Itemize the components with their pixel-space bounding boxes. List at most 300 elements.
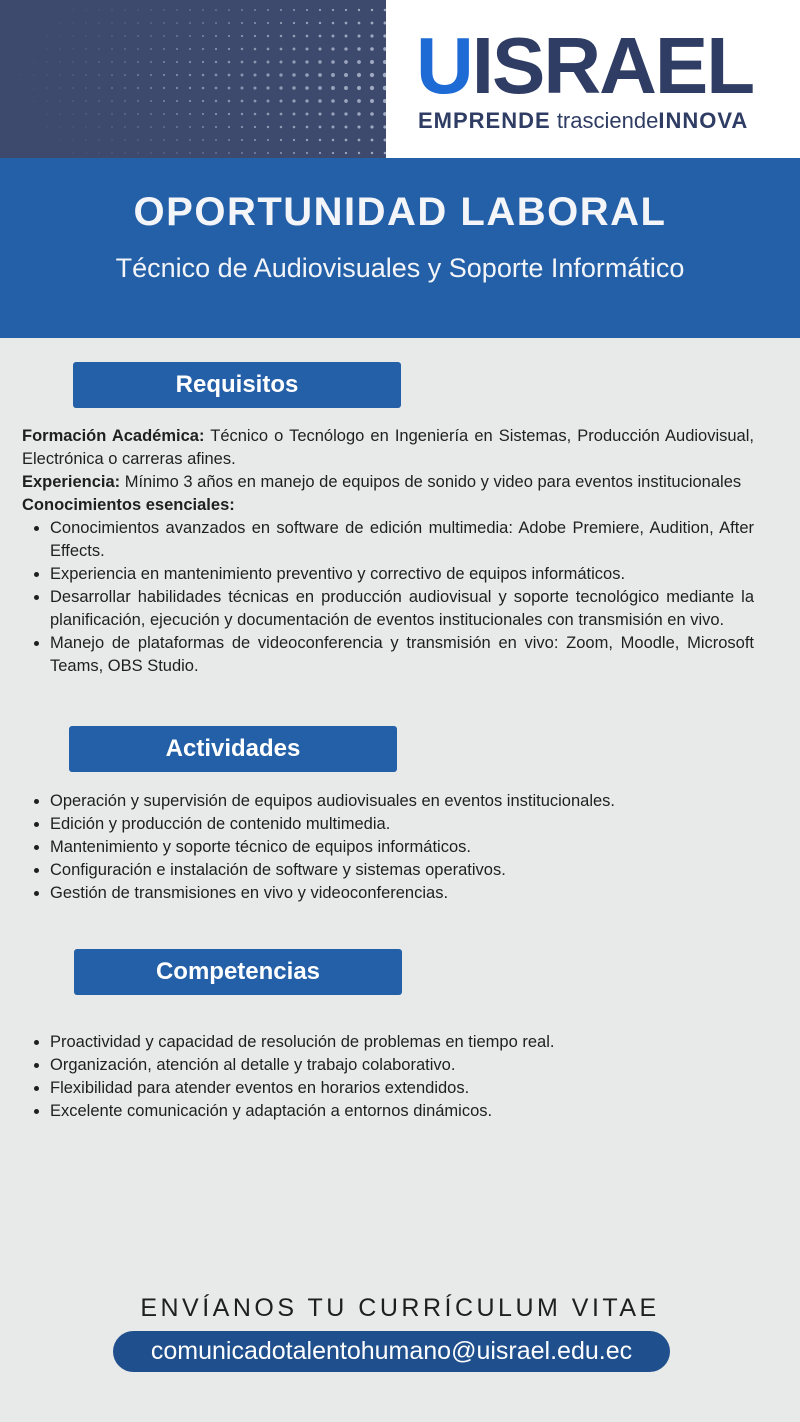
halftone-dot <box>72 100 73 101</box>
halftone-dot <box>371 9 373 11</box>
halftone-dot <box>306 126 309 129</box>
halftone-dot <box>150 113 152 115</box>
halftone-dot <box>124 74 126 76</box>
halftone-dot <box>59 74 60 75</box>
experiencia-paragraph <box>22 471 754 494</box>
halftone-dot <box>280 9 282 11</box>
halftone-dot <box>215 35 217 37</box>
halftone-dot <box>111 139 112 140</box>
halftone-dot <box>344 47 347 50</box>
halftone-dot <box>59 61 60 62</box>
halftone-dot <box>189 61 191 63</box>
halftone-dot <box>176 48 178 50</box>
halftone-dot <box>176 126 178 128</box>
halftone-dot <box>215 152 217 154</box>
halftone-dot <box>189 139 191 141</box>
halftone-dot <box>228 74 231 77</box>
actividades-list <box>22 790 754 905</box>
halftone-dot <box>72 87 73 88</box>
list-item: • Proactividad y capacidad de resolución de problemas en tiempo real. <box>50 1031 754 1054</box>
halftone-dot <box>241 87 244 90</box>
halftone-dot <box>98 87 100 89</box>
halftone-dot <box>267 35 269 37</box>
halftone-dot <box>318 73 322 77</box>
halftone-dot <box>344 99 348 103</box>
halftone-dot <box>228 48 230 50</box>
halftone-dot <box>254 9 256 11</box>
halftone-dot <box>318 112 321 115</box>
halftone-dot <box>292 86 295 89</box>
halftone-dot <box>306 22 308 24</box>
halftone-dot <box>85 48 86 49</box>
halftone-dot <box>85 74 86 75</box>
halftone-dot <box>253 86 256 89</box>
halftone-dot <box>124 126 125 127</box>
halftone-dot <box>47 36 48 37</box>
halftone-dot <box>112 10 113 11</box>
halftone-dot <box>21 88 22 89</box>
halftone-dot <box>176 113 178 115</box>
uisrael-logo <box>416 21 754 110</box>
halftone-dot <box>176 87 178 89</box>
halftone-dot <box>253 73 256 76</box>
halftone-dot <box>73 23 74 24</box>
halftone-dot <box>137 152 138 153</box>
halftone-dot <box>280 139 282 141</box>
halftone-dot <box>202 100 204 102</box>
halftone-dot <box>176 139 178 141</box>
halftone-dot <box>357 112 360 115</box>
halftone-dot <box>344 86 348 90</box>
list-item: • Experiencia en mantenimiento preventivo y correctivo de equipos informáticos. <box>50 563 754 586</box>
halftone-dot <box>215 74 218 77</box>
halftone-dot <box>163 113 165 115</box>
halftone-dot <box>176 100 178 102</box>
halftone-dot <box>370 73 374 77</box>
halftone-dot <box>228 139 230 141</box>
halftone-dot <box>332 22 335 25</box>
halftone-dot <box>150 100 152 102</box>
halftone-dot <box>357 99 361 103</box>
halftone-dot <box>319 9 321 11</box>
halftone-dot <box>98 74 100 76</box>
halftone-dot <box>60 23 61 24</box>
halftone-dot <box>59 87 60 88</box>
halftone-dot <box>241 139 243 141</box>
halftone-dot <box>332 9 334 11</box>
halftone-dot <box>215 61 217 63</box>
halftone-dot <box>202 48 204 50</box>
halftone-dot <box>202 126 204 128</box>
halftone-dot <box>60 140 61 141</box>
halftone-dot <box>215 22 217 24</box>
halftone-dot <box>345 126 348 129</box>
halftone-dot <box>228 126 230 128</box>
halftone-dot <box>73 10 74 11</box>
halftone-dot <box>124 61 126 63</box>
email-link[interactable]: comunicadotalentohumano@uisrael.edu.ec <box>113 1331 670 1372</box>
halftone-dot <box>319 152 321 154</box>
halftone-dot <box>345 35 348 38</box>
halftone-dot <box>293 35 296 38</box>
halftone-dot <box>254 100 257 103</box>
halftone-dot <box>228 113 230 115</box>
halftone-dot <box>370 125 373 128</box>
halftone-dot <box>111 74 113 76</box>
halftone-dot <box>137 87 139 89</box>
halftone-dot <box>99 153 100 154</box>
halftone-dot <box>150 74 152 76</box>
halftone-dot <box>202 35 204 37</box>
halftone-dot <box>47 49 48 50</box>
halftone-dot <box>86 23 87 24</box>
halftone-dot <box>292 60 295 63</box>
halftone-dot <box>202 113 204 115</box>
conocimientos-paragraph <box>22 494 754 517</box>
halftone-dot <box>150 9 151 10</box>
halftone-dot <box>137 9 138 10</box>
halftone-dot <box>228 9 230 11</box>
halftone-dot <box>267 61 270 64</box>
halftone-dot <box>241 22 243 24</box>
halftone-dot <box>306 9 308 11</box>
halftone-dot <box>267 22 269 24</box>
halftone-dot <box>163 35 165 37</box>
halftone-dot <box>241 61 244 64</box>
halftone-dot <box>228 61 231 64</box>
halftone-dot <box>215 100 217 102</box>
halftone-dot <box>280 152 282 154</box>
halftone-dot <box>344 73 348 77</box>
halftone-dot <box>47 101 48 102</box>
halftone-dot <box>279 60 282 63</box>
halftone-dot <box>319 35 322 38</box>
halftone-dot <box>150 152 151 153</box>
halftone-dot <box>111 126 112 127</box>
tagline-trasciende: trasciende <box>556 108 659 133</box>
halftone-dot <box>98 113 99 114</box>
halftone-dot <box>111 48 112 49</box>
halftone-dot <box>305 99 308 102</box>
halftone-dot <box>279 99 282 102</box>
halftone-dot <box>189 152 190 153</box>
halftone-dot <box>176 22 178 24</box>
halftone-dot <box>86 10 87 11</box>
halftone-dot <box>124 139 125 140</box>
halftone-dot <box>47 114 48 115</box>
halftone-dot <box>60 114 61 115</box>
halftone-dot <box>215 113 217 115</box>
halftone-dot <box>254 48 257 51</box>
halftone-dot <box>163 9 164 10</box>
halftone-dot <box>267 152 269 154</box>
halftone-dot <box>163 139 164 140</box>
halftone-dot <box>189 126 191 128</box>
tagline-emprende: EMPRENDE <box>418 108 551 133</box>
halftone-dot <box>345 22 348 25</box>
halftone-dot <box>293 126 296 129</box>
halftone-dot <box>306 152 308 154</box>
halftone-dot <box>150 22 151 23</box>
halftone-dot <box>319 22 321 24</box>
halftone-dot <box>137 22 138 23</box>
halftone-dot <box>293 48 296 51</box>
halftone-dot <box>241 100 244 103</box>
halftone-dot <box>34 88 35 89</box>
halftone-dot <box>137 74 139 76</box>
halftone-dot <box>357 60 361 64</box>
halftone-dot <box>358 9 360 11</box>
competencias-section <box>22 1031 754 1123</box>
halftone-dot <box>241 126 243 128</box>
requisitos-heading: Requisitos <box>73 362 401 408</box>
halftone-dot <box>215 87 218 90</box>
halftone-dot <box>357 73 361 77</box>
halftone-dot <box>331 47 334 50</box>
halftone-dot <box>85 61 86 62</box>
formacion-text: Técnico o Tecnólogo en Ingeniería en Sistemas, Producción Audiovisual, Electrónica o carreras afines. <box>22 427 754 468</box>
logo-letter-u: U <box>416 21 472 110</box>
halftone-dot <box>34 101 35 102</box>
halftone-dot <box>357 125 360 128</box>
halftone-dot <box>202 9 203 10</box>
halftone-dot <box>137 126 138 127</box>
halftone-dot <box>202 87 205 90</box>
halftone-dot <box>111 87 113 89</box>
experiencia-label: Experiencia: <box>22 473 121 491</box>
logo-panel <box>386 0 800 158</box>
halftone-dot <box>73 153 74 154</box>
halftone-dot <box>72 74 73 75</box>
halftone-dot <box>371 139 374 142</box>
halftone-dot <box>318 86 322 90</box>
list-item: • Conocimientos avanzados en software de edición multimedia: Adobe Premiere, Audition, After Effects. <box>50 517 754 563</box>
halftone-dot <box>332 152 334 154</box>
halftone-dot <box>254 35 256 37</box>
halftone-dot <box>99 23 100 24</box>
logo-letters-rest: ISRAEL <box>471 21 754 110</box>
competencias-list <box>22 1031 754 1123</box>
halftone-dot <box>241 74 244 77</box>
halftone-dot <box>267 9 269 11</box>
halftone-dot <box>60 49 61 50</box>
halftone-dot <box>357 34 360 37</box>
halftone-dot <box>73 140 74 141</box>
halftone-dot <box>189 100 191 102</box>
list-item: • Organización, atención al detalle y trabajo colaborativo. <box>50 1054 754 1077</box>
halftone-dot <box>163 48 165 50</box>
halftone-dot <box>60 127 61 128</box>
halftone-dot <box>112 153 113 154</box>
halftone-dot <box>358 139 361 142</box>
halftone-dot <box>34 75 35 76</box>
formacion-label: Formación Académica: <box>22 427 205 445</box>
halftone-dot <box>111 35 112 36</box>
halftone-dot <box>163 126 165 128</box>
halftone-dot <box>124 100 126 102</box>
halftone-dot <box>73 36 74 37</box>
halftone-dot <box>85 100 86 101</box>
halftone-dot <box>279 86 282 89</box>
halftone-dot <box>332 139 335 142</box>
halftone-dot <box>189 87 191 89</box>
halftone-dot <box>215 9 217 11</box>
halftone-dot <box>267 113 270 116</box>
experiencia-text: Mínimo 3 años en manejo de equipos de sonido y video para eventos institucionales <box>120 473 742 491</box>
halftone-dot <box>163 100 165 102</box>
logo-tagline <box>418 109 748 133</box>
halftone-dot <box>47 62 48 63</box>
halftone-dot <box>176 9 177 10</box>
halftone-dot <box>163 74 165 76</box>
halftone-dot <box>254 113 257 116</box>
halftone-dot <box>72 61 73 62</box>
halftone-dot <box>279 73 282 76</box>
halftone-dot <box>331 112 334 115</box>
halftone-dot <box>306 139 308 141</box>
halftone-dot <box>163 87 165 89</box>
halftone-dot <box>124 22 125 23</box>
cta-heading: ENVÍANOS TU CURRÍCULUM VITAE <box>140 1294 660 1322</box>
halftone-dot <box>99 10 100 11</box>
halftone-dot <box>292 99 295 102</box>
halftone-dot <box>124 35 125 36</box>
halftone-dot <box>241 35 243 37</box>
halftone-dot <box>318 60 321 63</box>
tagline-innova: INNOVA <box>658 108 749 133</box>
actividades-section <box>22 790 754 905</box>
halftone-dot <box>254 139 256 141</box>
halftone-dot <box>293 9 295 11</box>
halftone-dot <box>305 73 309 77</box>
halftone-dot <box>345 139 348 142</box>
halftone-dot <box>98 100 99 101</box>
list-item: • Gestión de transmisiones en vivo y videoconferencias. <box>50 882 754 905</box>
halftone-dot <box>163 61 165 63</box>
list-item: • Mantenimiento y soporte técnico de equipos informáticos. <box>50 836 754 859</box>
halftone-dot <box>176 35 178 37</box>
halftone-dot <box>371 152 373 154</box>
halftone-dot <box>254 126 256 128</box>
conocimientos-label: Conocimientos esenciales: <box>22 496 235 514</box>
halftone-dot <box>86 153 87 154</box>
halftone-dot <box>370 34 373 37</box>
halftone-dot <box>150 126 152 128</box>
halftone-dot <box>189 74 191 76</box>
halftone-dot <box>189 9 190 10</box>
halftone-dot <box>228 22 230 24</box>
halftone-dot <box>306 35 309 38</box>
halftone-dot <box>98 126 99 127</box>
list-item: • Desarrollar habilidades técnicas en producción audiovisual y soporte tecnológico mediante la planificación, ejecución y documentación de eventos institucionales con transmisión en vivo. <box>50 586 754 632</box>
halftone-dot <box>34 62 35 63</box>
halftone-dot <box>163 22 164 23</box>
halftone-dot <box>305 60 308 63</box>
actividades-heading: Actividades <box>69 726 397 772</box>
halftone-dot <box>85 126 86 127</box>
halftone-dot <box>85 113 86 114</box>
halftone-dot <box>189 22 191 24</box>
halftone-dot <box>371 22 374 25</box>
halftone-dot <box>280 126 283 129</box>
halftone-dot <box>292 73 295 76</box>
halftone-dot <box>202 74 205 77</box>
halftone-dot <box>124 113 125 114</box>
halftone-dot <box>150 35 152 37</box>
halftone-dot <box>137 48 139 50</box>
halftone-dot <box>358 22 361 25</box>
halftone-dot <box>241 113 243 115</box>
halftone-dot <box>60 36 61 37</box>
halftone-dot <box>280 35 283 38</box>
halftone-dot <box>332 126 335 129</box>
list-item: • Manejo de plataformas de videoconferencia y transmisión en vivo: Zoom, Moodle, Microsoft Teams, OBS Studio. <box>50 632 754 678</box>
halftone-dot <box>280 22 282 24</box>
halftone-dot <box>98 35 99 36</box>
halftone-dot <box>163 152 164 153</box>
halftone-dot <box>358 152 360 154</box>
halftone-dot <box>72 113 73 114</box>
halftone-dot <box>331 86 335 90</box>
halftone-dot <box>241 48 243 50</box>
requisitos-section <box>22 425 754 678</box>
halftone-dot <box>293 152 295 154</box>
halftone-dot <box>319 139 321 141</box>
job-title: Técnico de Audiovisuales y Soporte Informático <box>115 253 685 283</box>
halftone-dot <box>215 126 217 128</box>
halftone-dot <box>85 35 86 36</box>
halftone-dot <box>150 61 152 63</box>
halftone-dot <box>124 48 125 49</box>
hero-banner <box>0 158 800 338</box>
halftone-dot <box>370 112 374 116</box>
dot-pattern-panel <box>0 0 386 158</box>
competencias-heading: Competencias <box>74 949 402 995</box>
halftone-dot <box>85 87 86 88</box>
halftone-dot <box>254 22 256 24</box>
halftone-dot <box>267 126 269 128</box>
halftone-dot <box>280 113 283 116</box>
halftone-dot <box>254 61 257 64</box>
halftone-dot <box>345 152 347 154</box>
halftone-dot <box>124 152 125 153</box>
halftone-dot <box>176 74 178 76</box>
halftone-dot <box>241 152 243 154</box>
halftone-dot <box>137 139 138 140</box>
halftone-dot <box>150 48 152 50</box>
halftone-dots-graphic <box>0 0 386 158</box>
halftone-dot <box>357 47 360 50</box>
halftone-dot <box>137 113 139 115</box>
halftone-dot <box>111 113 112 114</box>
halftone-dot <box>306 48 309 51</box>
halftone-dot <box>98 61 99 62</box>
halftone-dot <box>293 22 295 24</box>
halftone-dot <box>331 99 335 103</box>
halftone-dot <box>202 139 204 141</box>
halftone-dot <box>150 139 151 140</box>
halftone-dot <box>215 48 217 50</box>
halftone-dot <box>215 139 217 141</box>
halftone-dot <box>319 126 322 129</box>
halftone-dot <box>370 86 374 90</box>
halftone-dot <box>47 75 48 76</box>
halftone-dot <box>150 87 152 89</box>
halftone-dot <box>176 61 178 63</box>
list-item: • Flexibilidad para atender eventos en horarios extendidos. <box>50 1077 754 1100</box>
halftone-dot <box>306 113 309 116</box>
halftone-dot <box>267 48 270 51</box>
